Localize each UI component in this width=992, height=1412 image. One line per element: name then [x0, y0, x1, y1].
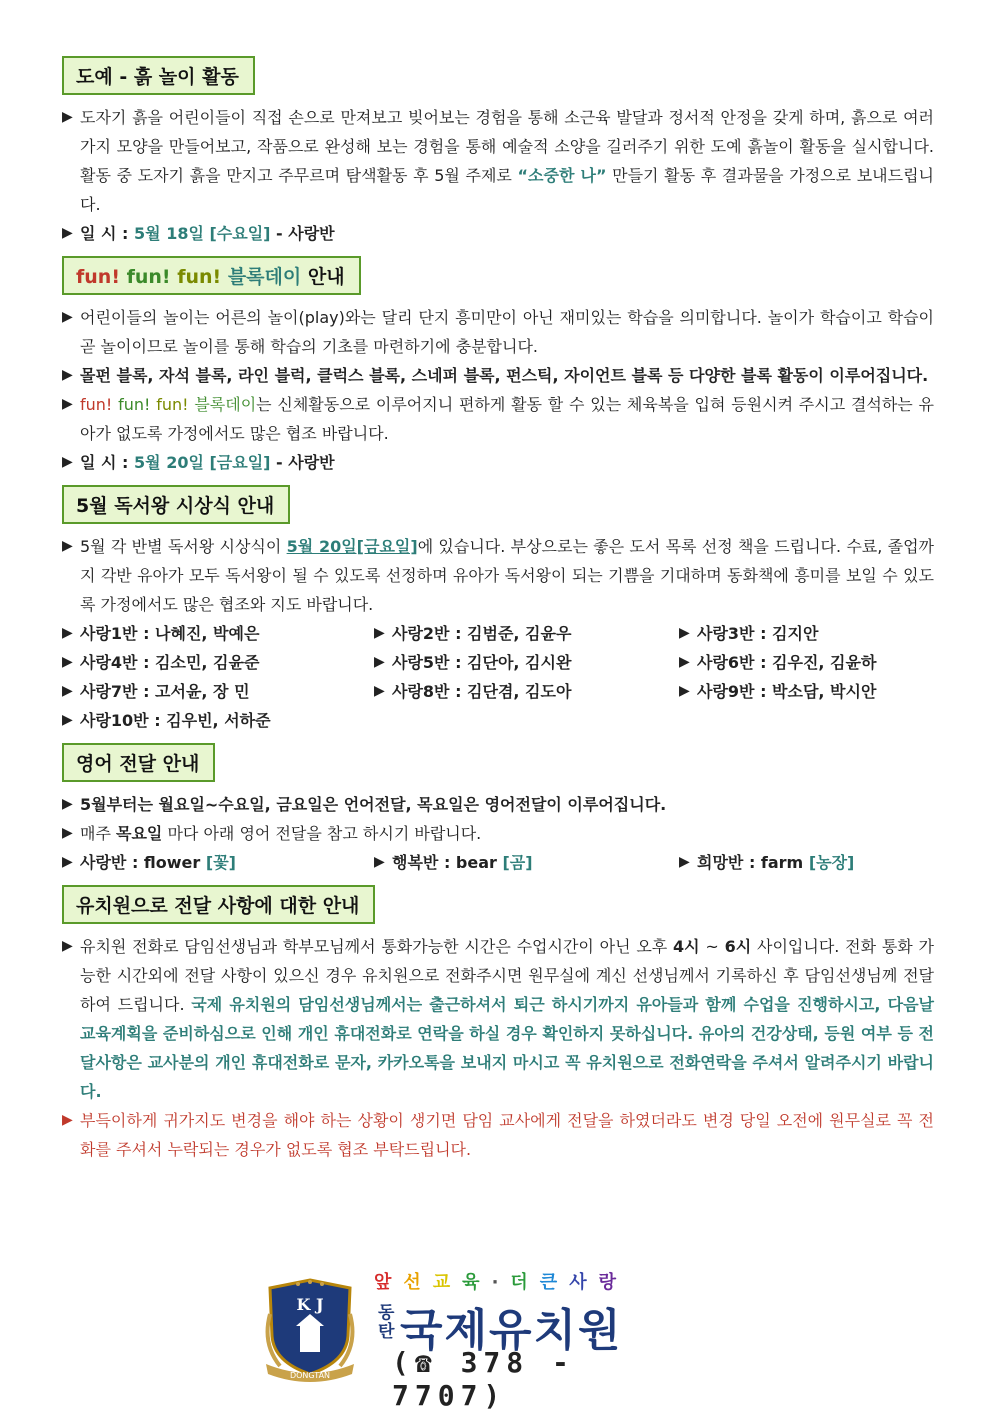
bullet-icon: ▶: [62, 654, 73, 670]
slogan-char: 선: [403, 1272, 433, 1293]
bullet-icon: ▶: [679, 683, 690, 699]
bullet-icon: ▶: [62, 538, 73, 554]
section-pottery: [62, 56, 934, 248]
region-name: 동탄: [378, 1303, 395, 1342]
slogan: [374, 1268, 628, 1294]
section-title-block-day: fun! fun! fun! 블록데이 안내: [62, 256, 361, 295]
reading-winners-list: [62, 619, 934, 735]
phone-number: (☎ 378 - 7707): [392, 1346, 575, 1412]
bullet-icon: ▶: [679, 854, 690, 870]
winner-item: ▶ 사랑3반 : 김지안: [679, 619, 934, 648]
winner-item: ▶ 사랑2반 : 김범준, 김윤우: [374, 619, 679, 648]
bullet-icon: ▶: [62, 309, 73, 325]
bullet-icon: ▶: [62, 454, 73, 470]
bullet-icon: ▶: [62, 938, 73, 954]
bullet-icon: ▶: [62, 225, 73, 241]
slogan-char: 교: [432, 1272, 463, 1293]
winner-item: ▶ 사랑1반 : 나혜진, 박예은: [62, 619, 374, 648]
bullet-icon: ▶: [62, 825, 73, 841]
section-title-pottery: 도예 - 흙 놀이 활동: [62, 56, 255, 95]
block-paragraph-3: ▶ fun! fun! fun! 블록데이는 신체활동으로 이루어지니 편하게 활동 할 수 있는 체육복을 입혀 등원시켜 주시고 결석하는 유아가 없도록 가정에서도 많은 협조 바랍니다.: [62, 390, 934, 448]
block-date: ▶ 일 시 : 5월 20일 [금요일] - 사랑반: [62, 448, 934, 477]
winner-item: ▶ 사랑5반 : 김단아, 김시완: [374, 648, 679, 677]
winner-item: ▶ 사랑10반 : 김우빈, 서하준: [62, 706, 374, 735]
section-contact: [62, 885, 934, 1164]
contact-paragraph-2: ▶ 부득이하게 귀가지도 변경을 해야 하는 상황이 생기면 담임 교사에게 전달을 하였더라도 변경 당일 오전에 원무실로 꼭 전화를 주셔서 누락되는 경우가 없도록 협조 부탁드립니다.: [62, 1106, 934, 1164]
slogan-char: 더: [510, 1272, 540, 1293]
bullet-icon: ▶: [62, 396, 73, 412]
emblem-icon: [260, 1274, 360, 1384]
section-block-day: [62, 256, 934, 477]
section-title-contact: 유치원으로 전달 사항에 대한 안내: [62, 885, 375, 924]
bullet-icon: ▶: [374, 625, 385, 641]
bullet-icon: ▶: [679, 654, 690, 670]
winner-item: ▶ 사랑7반 : 고서윤, 장 민: [62, 677, 374, 706]
winner-item: ▶ 사랑4반 : 김소민, 김윤준: [62, 648, 374, 677]
bullet-icon: ▶: [62, 683, 73, 699]
block-paragraph-1: ▶ 어린이들의 놀이는 어른의 놀이(play)와는 달리 단지 흥미만이 아닌 재미있는 학습을 의미합니다. 놀이가 학습이고 학습이 곧 놀이이므로 놀이를 통해 학습의 기초를 마련하기에 충분합니다.: [62, 303, 934, 361]
kindergarten-logo: [260, 1268, 700, 1412]
english-word-item: ▶ 사랑반 : flower [꽃]: [62, 848, 374, 877]
contact-paragraph-1: ▶ 유치원 전화로 담임선생님과 학부모님께서 통화가능한 시간은 수업시간이 아닌 오후 4시 ~ 6시 사이입니다. 전화 통화 가능한 시간외에 전달 사항이 있으신 경우 유치원으로 전화주시면 원무실에 계신 선생님께서 기록하신 후 담임선생님께 전달하여 드립니다. 국제 유치원의 담임선생님께서는 출근하셔서 퇴근 하시기까지 유아들과 함께 수업을 진행하시고, 다음날 교육계획을 준비하심으로 인해 개인 휴대전화로 연락을 하실 경우 확인하지 못하십니다. 유아의 건강상태, 등원 여부 등 전달사항은 교사분의 개인 휴대전화로 문자, 카카오톡을 보내지 마시고 꼭 유치원으로 전화연락을 주셔서 알려주시기 바랍니다.: [62, 932, 934, 1106]
reading-paragraph: ▶ 5월 각 반별 독서왕 시상식이 5월 20일[금요일]에 있습니다. 부상으로는 좋은 도서 목록 선정 책을 드립니다. 수료, 졸업까지 각반 유아가 모두 독서왕이 될 수 있도록 선정하며 유아가 독서왕이 되는 기쁨을 기대하며 동화책에 흥미를 보일 수 있도록 가정에서도 많은 협조와 지도 바랍니다.: [62, 532, 934, 619]
winner-item: ▶ 사랑9반 : 박소담, 박시안: [679, 677, 934, 706]
winner-item: ▶ 사랑8반 : 김단겸, 김도아: [374, 677, 679, 706]
slogan-char: 랑: [598, 1272, 628, 1293]
winner-item: ▶ 사랑6반 : 김우진, 김윤하: [679, 648, 934, 677]
slogan-char: 육: [462, 1272, 492, 1293]
english-paragraph-2: ▶ 매주 목요일 마다 아래 영어 전달을 참고 하시기 바랍니다.: [62, 819, 934, 848]
pottery-date: ▶ 일 시 : 5월 18일 [수요일] - 사랑반: [62, 219, 934, 248]
bullet-icon: ▶: [62, 712, 73, 728]
section-title-reading-award: 5월 독서왕 시상식 안내: [62, 485, 290, 524]
bullet-icon: ▶: [62, 854, 73, 870]
slogan-char: 사: [569, 1272, 599, 1293]
bullet-icon: ▶: [374, 654, 385, 670]
newsletter-page: [62, 56, 934, 1172]
bullet-icon: ▶: [679, 625, 690, 641]
english-word-item: ▶ 행복반 : bear [곰]: [374, 848, 679, 877]
english-paragraph-1: ▶ 5월부터는 월요일~수요일, 금요일은 언어전달, 목요일은 영어전달이 이루어집니다.: [62, 790, 934, 819]
slogan-char: 앞: [374, 1272, 404, 1293]
bullet-icon: ▶: [62, 109, 73, 125]
bullet-icon: ▶: [62, 367, 73, 383]
bullet-icon: ▶: [62, 625, 73, 641]
emblem-ribbon: DONGTAN: [289, 1371, 331, 1380]
bullet-icon: ▶: [374, 854, 385, 870]
block-paragraph-2: ▶ 몰펀 블록, 자석 블록, 라인 블럭, 클럭스 블록, 스네퍼 블록, 펀스틱, 자이언트 블록 등 다양한 블록 활동이 이루어집니다.: [62, 361, 934, 390]
emblem-letters: K J: [296, 1295, 324, 1314]
english-word-item: ▶ 희망반 : farm [농장]: [679, 848, 934, 877]
bullet-icon: ▶: [62, 1112, 73, 1128]
slogan-char: 큰: [539, 1272, 570, 1293]
english-words-list: [62, 848, 934, 877]
bullet-icon: ▶: [374, 683, 385, 699]
slogan-char: ·: [491, 1272, 511, 1293]
pottery-paragraph: ▶ 도자기 흙을 어린이들이 직접 손으로 만져보고 빚어보는 경험을 통해 소근육 발달과 정서적 안정을 갖게 하며, 흙으로 여러 가지 모양을 만들어보고, 작품으로 완성해 보는 경험을 통해 예술적 소양을 길러주기 위한 도예 흙놀이 활동을 실시합니다. 활동 중 도자기 흙을 만지고 주무르며 탐색활동 후 5월 주제로 “소중한 나” 만들기 활동 후 결과물을 가정으로 보내드립니다.: [62, 103, 934, 219]
section-title-english: 영어 전달 안내: [62, 743, 215, 782]
section-reading-award: [62, 485, 934, 735]
kindergarten-name: 국제유치원: [400, 1305, 623, 1356]
section-english: [62, 743, 934, 877]
bullet-icon: ▶: [62, 796, 73, 812]
